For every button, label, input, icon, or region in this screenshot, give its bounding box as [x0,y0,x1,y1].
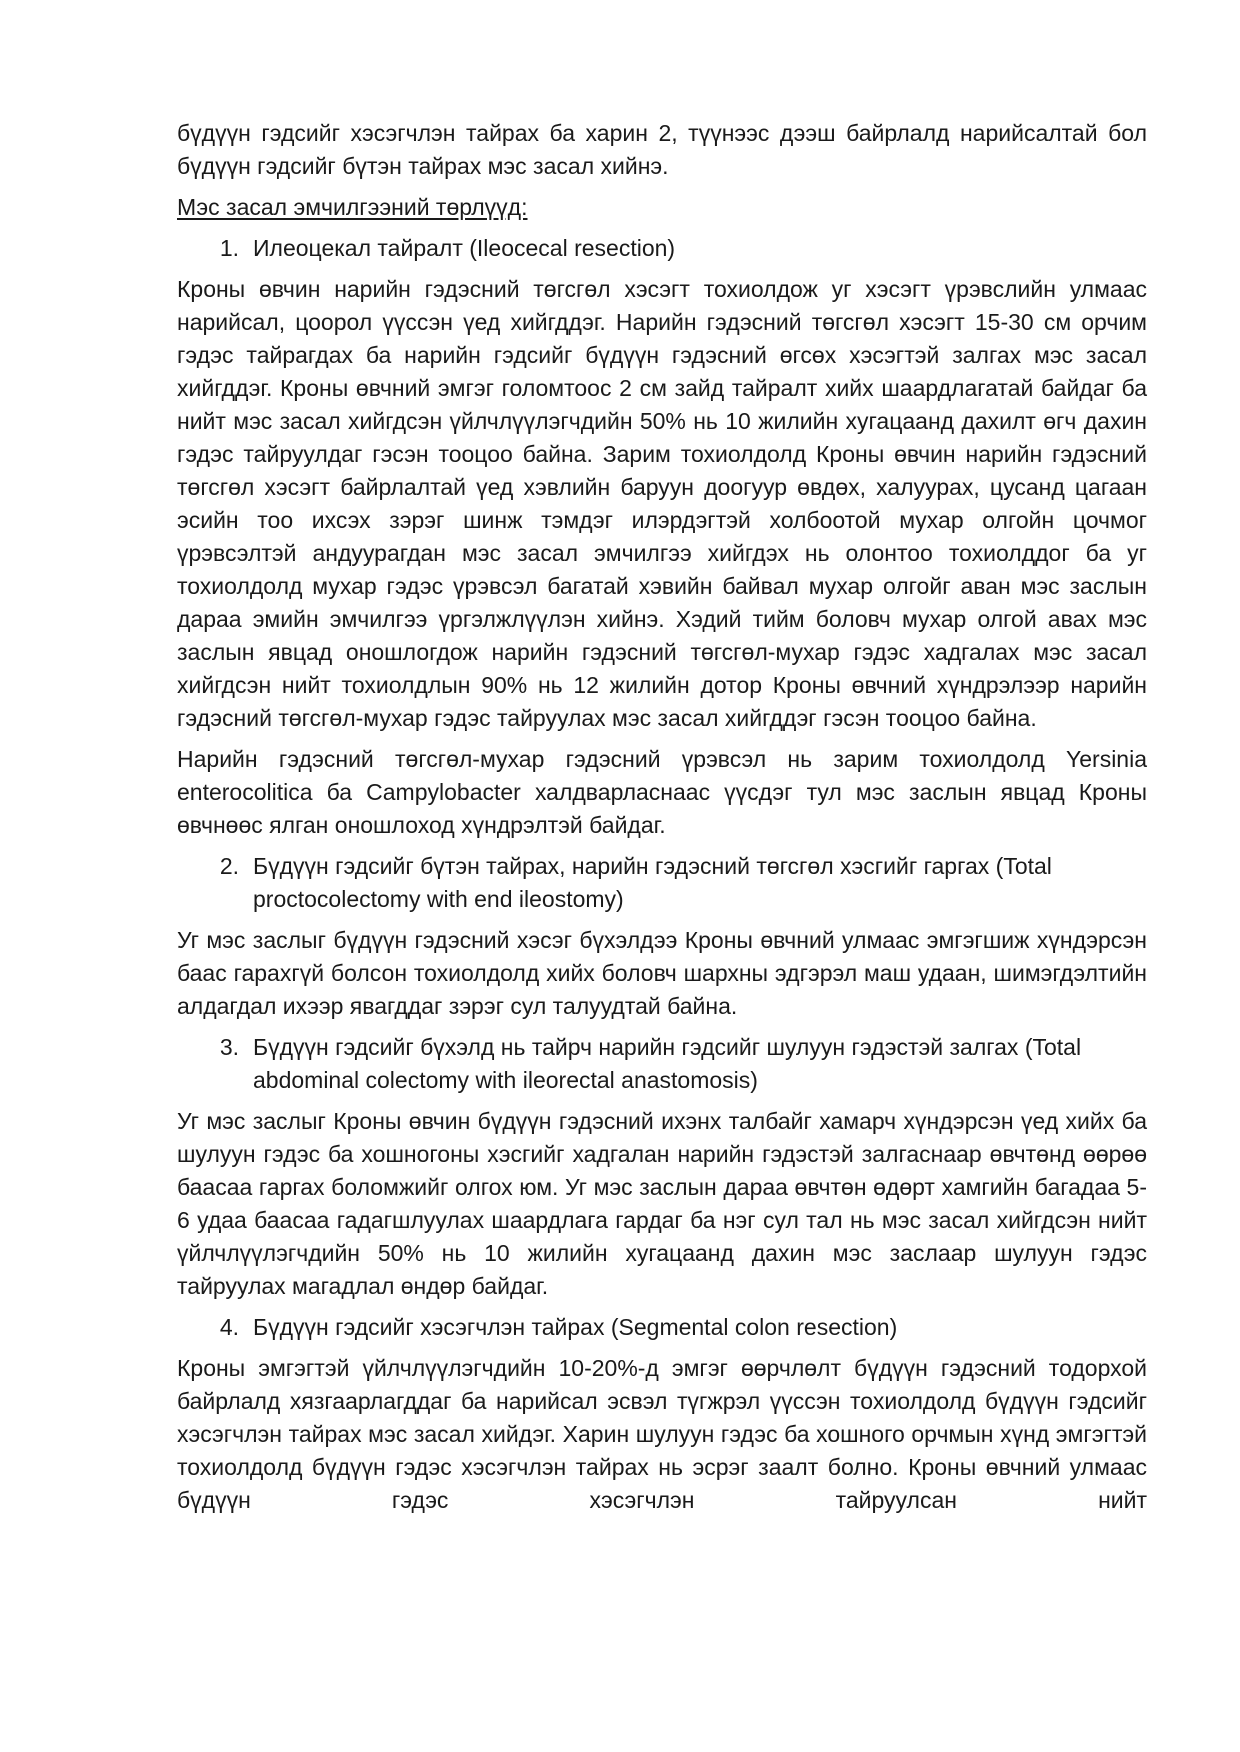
list-number: 2. [219,853,239,879]
document-page [177,117,1147,1517]
list-title: Бүдүүн гэдсийг хэсэгчлэн тайрах (Segmental colon resection) [253,1314,898,1340]
paragraph: Нарийн гэдэсний төгсгөл-мухар гэдэсний үрэвсэл нь зарим тохиолдолд Yersinia enterocolitica ба Campylobacter халдварласнаас үүсдэг тул мэс заслын явцад Кроны өвчнөөс ялган оношлоход хүндрэлтэй байдаг. [177,746,1147,838]
paragraph: Уг мэс заслыг бүдүүн гэдэсний хэсэг бүхэлдээ Кроны өвчний улмаас эмгэгшиж хүндэрсэн баас гарахгүй болсон тохиолдолд хийх боловч шархны эдгэрэл маш удаан, шимэгдэлтийн алдагдал ихээр явагддаг зэрэг сул талуудтай байна. [177,927,1147,1019]
list-number: 3. [219,1034,239,1060]
paragraph: Кроны эмгэгтэй үйлчлүүлэгчдийн 10-20%-д эмгэг өөрчлөлт бүдүүн гэдэсний тодорхой байрлалд хязгаарлагддаг ба нарийсал эсвэл түгжрэл үүссэн тохиолдолд бүдүүн гэдсийг хэсэгчлэн тайрах мэс засал хийдэг. Харин шулуун гэдэс ба хошного орчмын хүнд эмгэгтэй тохиолдолд бүдүүн гэдэс хэсэгчлэн тайрах нь эсрэг заалт болно. Кроны өвчний улмаас бүдүүн гэдэс хэсэгчлэн тайруулсан нийт [177,1355,1147,1513]
intro-paragraph: бүдүүн гэдсийг хэсэгчлэн тайрах ба харин 2, түүнээс дээш байрлалд нарийсалтай бол бүдүүн гэдсийг бүтэн тайрах мэс засал хийнэ. [177,120,1147,179]
list-number: 1. [219,235,239,261]
list-item-total-abdominal-colectomy [177,1031,1147,1097]
list-item-segmental-colon-resection [177,1311,1147,1344]
section-heading-text: Мэс засал эмчилгээний төрлүүд: [177,194,528,220]
list-title: Илеоцекал тайралт (Ileocecal resection) [253,235,676,261]
paragraph: Кроны өвчин нарийн гэдэсний төгсгөл хэсэгт тохиолдож уг хэсэгт үрэвслийн улмаас нарийсал, цоорол үүссэн үед хийгддэг. Нарийн гэдэсний төгсгөл хэсэгт 15-30 см орчим гэдэс тайрагдах ба нарийн гэдсийг бүдүүн гэдэсний өгсөх хэсэгтэй залгах мэс засал хийгддэг. Кроны өвчний эмгэг голомтоос 2 см зайд тайралт хийх шаардлагатай байдаг ба нийт мэс засал хийгдсэн үйлчлүүлэгчдийн 50% нь 10 жилийн хугацаанд дахилт өгч дахин гэдэс тайруулдаг гэсэн тооцоо байна. Зарим тохиолдолд Кроны өвчин нарийн гэдэсний төгсгөл хэсэгт байрлалтай үед хэвлийн баруун доогуур өвдөх, халуурах, цусанд цагаан эсийн тоо ихсэх зэрэг шинж тэмдэг илэрдэгтэй холбоотой мухар олгойн цочмог үрэвсэлтэй андуурагдан мэс засал эмчилгээ хийгдэх нь олонтоо тохиолддог ба уг тохиолдолд мухар гэдэс үрэвсэл багатай хэвийн байвал мухар олгойг аван мэс заслын дараа эмийн эмчилгээ үргэлжлүүлэн хийнэ. Хэдий тийм боловч мухар олгой авах мэс заслын явцад оношлогдож нарийн гэдэсний төгсгөл-мухар гэдэс хадгалах мэс засал хийгдсэн нийт тохиолдлын 90% нь 12 жилийн дотор Кроны өвчний хүндрэлээр нарийн гэдэсний төгсгөл-мухар гэдэс тайруулах мэс засал хийгддэг гэсэн тооцоо байна. [177,276,1147,731]
list-item-total-proctocolectomy [177,850,1147,916]
section-heading [177,191,1147,224]
list-title: Бүдүүн гэдсийг бүтэн тайрах, нарийн гэдэсний төгсгөл хэсгийг гаргах (Total proctocolectomy with end ileostomy) [253,853,1052,912]
list-title: Бүдүүн гэдсийг бүхэлд нь тайрч нарийн гэдсийг шулуун гэдэстэй залгах (Total abdominal colectomy with ileorectal anastomosis) [253,1034,1082,1093]
list-item-ileocecal [177,232,1147,265]
paragraph: Уг мэс заслыг Кроны өвчин бүдүүн гэдэсний ихэнх талбайг хамарч хүндэрсэн үед хийх ба шулуун гэдэс ба хошногоны хэсгийг хадгалан нарийн гэдэстэй залгаснаар өвчтөнд өөрөө баасаа гаргах боломжийг олгох юм. Уг мэс заслын дараа өвчтөн өдөрт хамгийн багадаа 5-6 удаа баасаа гадагшлуулах шаардлага гардаг ба нэг сул тал нь мэс засал хийгдсэн нийт үйлчлүүлэгчдийн 50% нь 10 жилийн хугацаанд дахин мэс заслаар шулуун гэдэс тайруулах магадлал өндөр байдаг. [177,1108,1147,1299]
list-number: 4. [219,1314,239,1340]
